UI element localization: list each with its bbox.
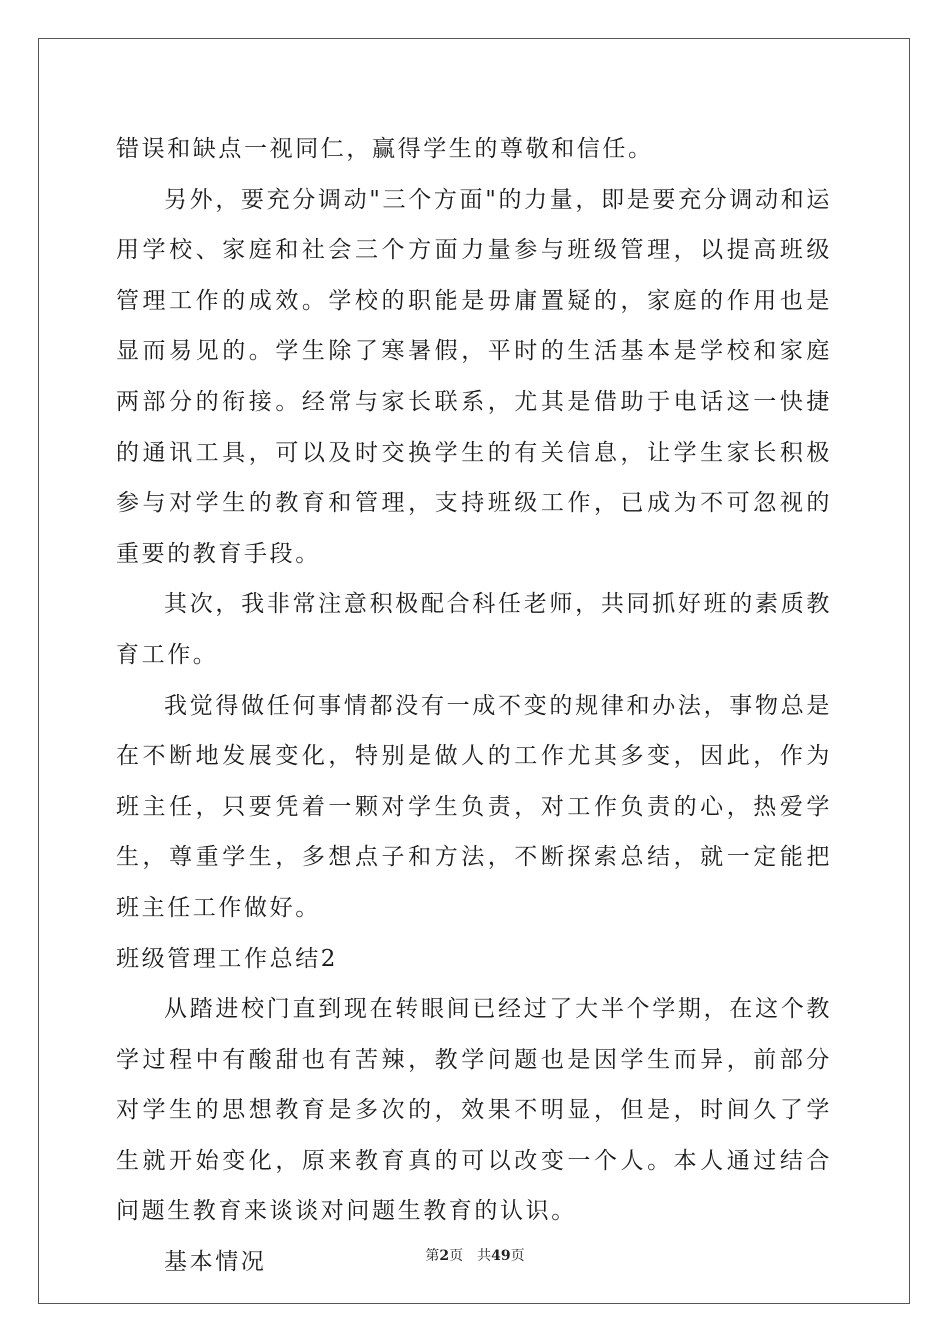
total-suffix: 页 (510, 1248, 525, 1264)
paragraph-cooperate-teachers: 其次，我非常注意积极配合科任老师，共同抓好班的素质教育工作。 (116, 591, 832, 668)
paragraph-conclusion: 我觉得做任何事情都没有一成不变的规律和办法，事物总是在不断地发展变化，特别是做人的工作尤其多变，因此，作为班主任，只要凭着一颗对学生负责，对工作负责的心，热爱学生，尊重学生，多想点子和方法，不断探索总结，就一定能把班主任工作做好。 (116, 692, 832, 921)
page-prefix: 第 (425, 1248, 440, 1264)
paragraph-intro-problem-students: 从踏进校门直到现在转眼间已经过了大半个学期，在这个教学过程中有酸甜也有苦辣，教学问题也是因学生而异，前部分对学生的思想教育是多次的，效果不明显，但是，时间久了学生就开始变化，原来教育真的可以改变一个人。本人通过结合问题生教育来谈谈对问题生教育的认识。 (116, 996, 832, 1225)
paragraph-continuation: 错误和缺点一视同仁，赢得学生的尊敬和信任。 (116, 136, 654, 162)
total-prefix: 共 (477, 1248, 492, 1264)
document-body (116, 124, 832, 1288)
page-suffix: 页 (449, 1248, 464, 1264)
subheading-basic-situation: 基本情况 (164, 1249, 267, 1276)
page-footer (0, 1246, 950, 1266)
page-total: 49 (491, 1248, 511, 1264)
section-heading: 班级管理工作总结2 (116, 945, 339, 972)
page-current: 2 (439, 1248, 450, 1264)
paragraph-three-aspects: 另外，要充分调动"三个方面"的力量，即是要充分调动和运用学校、家庭和社会三个方面力量参与班级管理，以提高班级管理工作的成效。学校的职能是毋庸置疑的，家庭的作用也是显而易见的。学生除了寒暑假，平时的生活基本是学校和家庭两部分的衔接。经常与家长联系，尤其是借助于电话这一快捷的通讯工具，可以及时交换学生的有关信息，让学生家长积极参与对学生的教育和管理，支持班级工作，已成为不可忽视的重要的教育手段。 (116, 186, 832, 567)
